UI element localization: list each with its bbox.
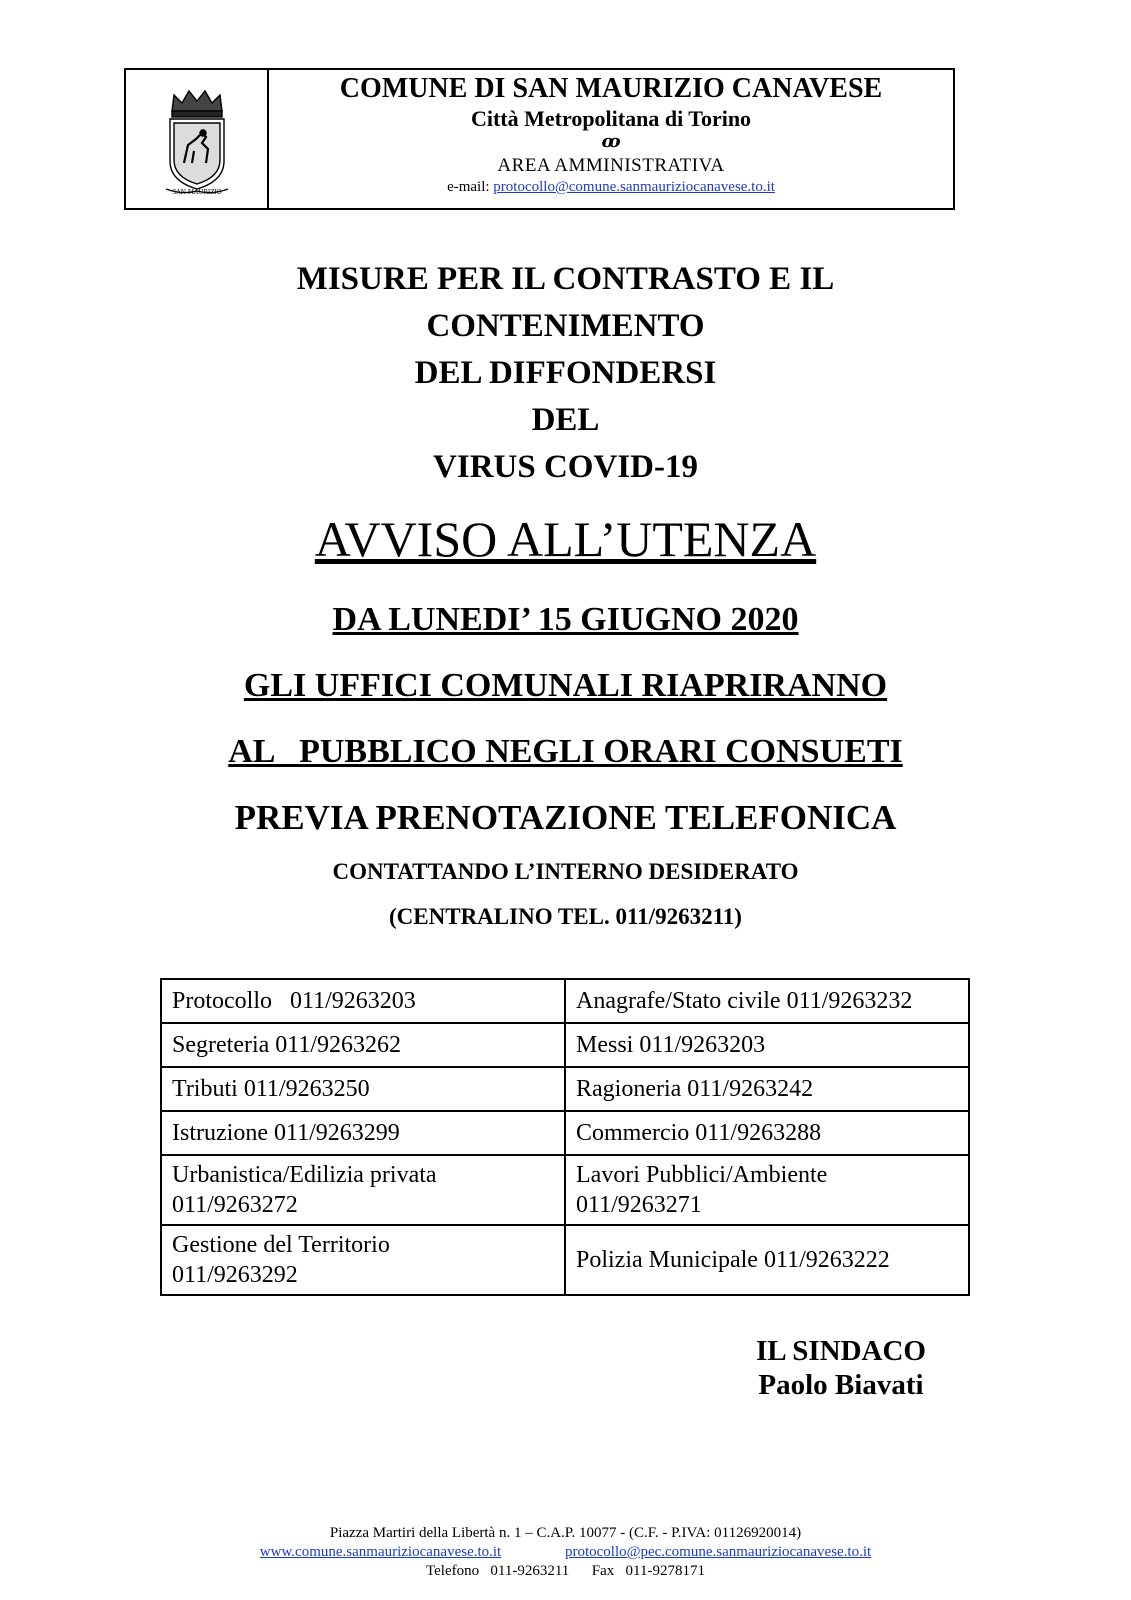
email-label: e-mail: <box>447 179 490 195</box>
contact-text: Polizia Municipale 011/9263222 <box>576 1247 890 1273</box>
contact-cell <box>565 1067 969 1111</box>
contact-number: 011/9263271 <box>576 1192 702 1218</box>
table-row <box>161 1225 969 1295</box>
table-row <box>161 1067 969 1111</box>
contact-text: Protocollo 011/9263203 <box>172 988 416 1014</box>
contact-text: Ragioneria 011/9263242 <box>576 1076 814 1102</box>
footer-links <box>0 1543 1131 1562</box>
contact-cell <box>161 1067 565 1111</box>
contact-cell <box>161 979 565 1023</box>
contact-cell <box>565 1155 969 1225</box>
title-line: DEL <box>531 402 600 438</box>
contact-text: Anagrafe/Stato civile 011/9263232 <box>576 988 913 1014</box>
notice-line-hours <box>0 732 1131 772</box>
crest-motto: SAN MAURIZIO <box>171 189 222 195</box>
signatory-role: IL SINDACO <box>755 1335 926 1367</box>
notice-line-extension: CONTATTANDO L’INTERNO DESIDERATO <box>332 859 799 884</box>
contact-cell <box>565 1111 969 1155</box>
coat-of-arms-icon <box>162 83 232 195</box>
website-link[interactable]: www.comune.sanmauriziocanavese.to.it <box>259 1544 502 1560</box>
letterhead <box>124 68 955 210</box>
notice-line-offices-text: GLI UFFICI COMUNALI RIAPRIRANNO <box>243 667 888 704</box>
contact-cell <box>161 1225 565 1295</box>
department-name: AREA AMMINISTRATIVA <box>497 155 725 176</box>
title-line: DEL DIFFONDERSI <box>414 355 717 391</box>
title-line: CONTENIMENTO <box>426 308 705 344</box>
letterhead-text <box>269 70 953 208</box>
contact-text: Gestione del Territorio <box>172 1232 390 1258</box>
switchboard-phone: (CENTRALINO TEL. 011/9263211) <box>389 904 742 929</box>
contact-cell <box>161 1111 565 1155</box>
contact-cell <box>565 1023 969 1067</box>
contact-number: 011/9263292 <box>172 1262 298 1288</box>
reopening-date-text: DA LUNEDI’ 15 GIUGNO 2020 <box>332 601 799 638</box>
organization-name: COMUNE DI SAN MAURIZIO CANAVESE <box>339 73 883 104</box>
table-row <box>161 1111 969 1155</box>
notice-line-hours-text: AL PUBBLICO NEGLI ORARI CONSUETI <box>228 733 903 770</box>
signature-block <box>756 1334 926 1402</box>
notice-line-offices <box>0 666 1131 706</box>
contact-text: Lavori Pubblici/Ambiente <box>576 1162 828 1188</box>
contact-number: 011/9263272 <box>172 1192 298 1218</box>
contact-text: Tributi 011/9263250 <box>172 1076 370 1102</box>
contacts-table <box>160 978 970 1296</box>
reopening-date <box>0 600 1131 640</box>
email-link[interactable]: protocollo@comune.sanmauriziocanavese.to.it <box>493 179 775 195</box>
footer <box>0 1524 1131 1581</box>
contact-cell <box>161 1155 565 1225</box>
table-row <box>161 979 969 1023</box>
footer-phones: Telefono 011-9263211 Fax 011-9278171 <box>426 1563 705 1579</box>
signatory-name: Paolo Biavati <box>758 1369 924 1401</box>
contact-text: Istruzione 011/9263299 <box>172 1120 400 1146</box>
contact-cell <box>565 979 969 1023</box>
footer-address: Piazza Martiri della Libertà n. 1 – C.A.P. 10077 - (C.F. - P.IVA: 01126920014) <box>329 1525 802 1541</box>
contact-cell <box>565 1225 969 1295</box>
contact-text: Segreteria 011/9263262 <box>172 1032 402 1058</box>
title-line: MISURE PER IL CONTRASTO E IL <box>296 261 835 297</box>
table-row <box>161 1155 969 1225</box>
pec-email-link[interactable]: protocollo@pec.comune.sanmauriziocanavese.to.it <box>564 1544 872 1560</box>
contact-text: Commercio 011/9263288 <box>576 1120 822 1146</box>
notice-heading: AVVISO ALL’UTENZA <box>314 511 817 567</box>
crest-cell <box>126 70 269 208</box>
contact-cell <box>161 1023 565 1067</box>
notice-title <box>0 256 1131 491</box>
organization-subtitle: Città Metropolitana di Torino <box>470 106 752 131</box>
email-line <box>269 178 953 196</box>
contact-text: Messi 011/9263203 <box>576 1032 766 1058</box>
notice-line-booking: PREVIA PRENOTAZIONE TELEFONICA <box>234 798 897 837</box>
contact-text: Urbanistica/Edilizia privata <box>172 1162 437 1188</box>
table-row <box>161 1023 969 1067</box>
ornament-glyph: ꝏ <box>601 131 621 151</box>
title-line: VIRUS COVID-19 <box>433 449 698 485</box>
